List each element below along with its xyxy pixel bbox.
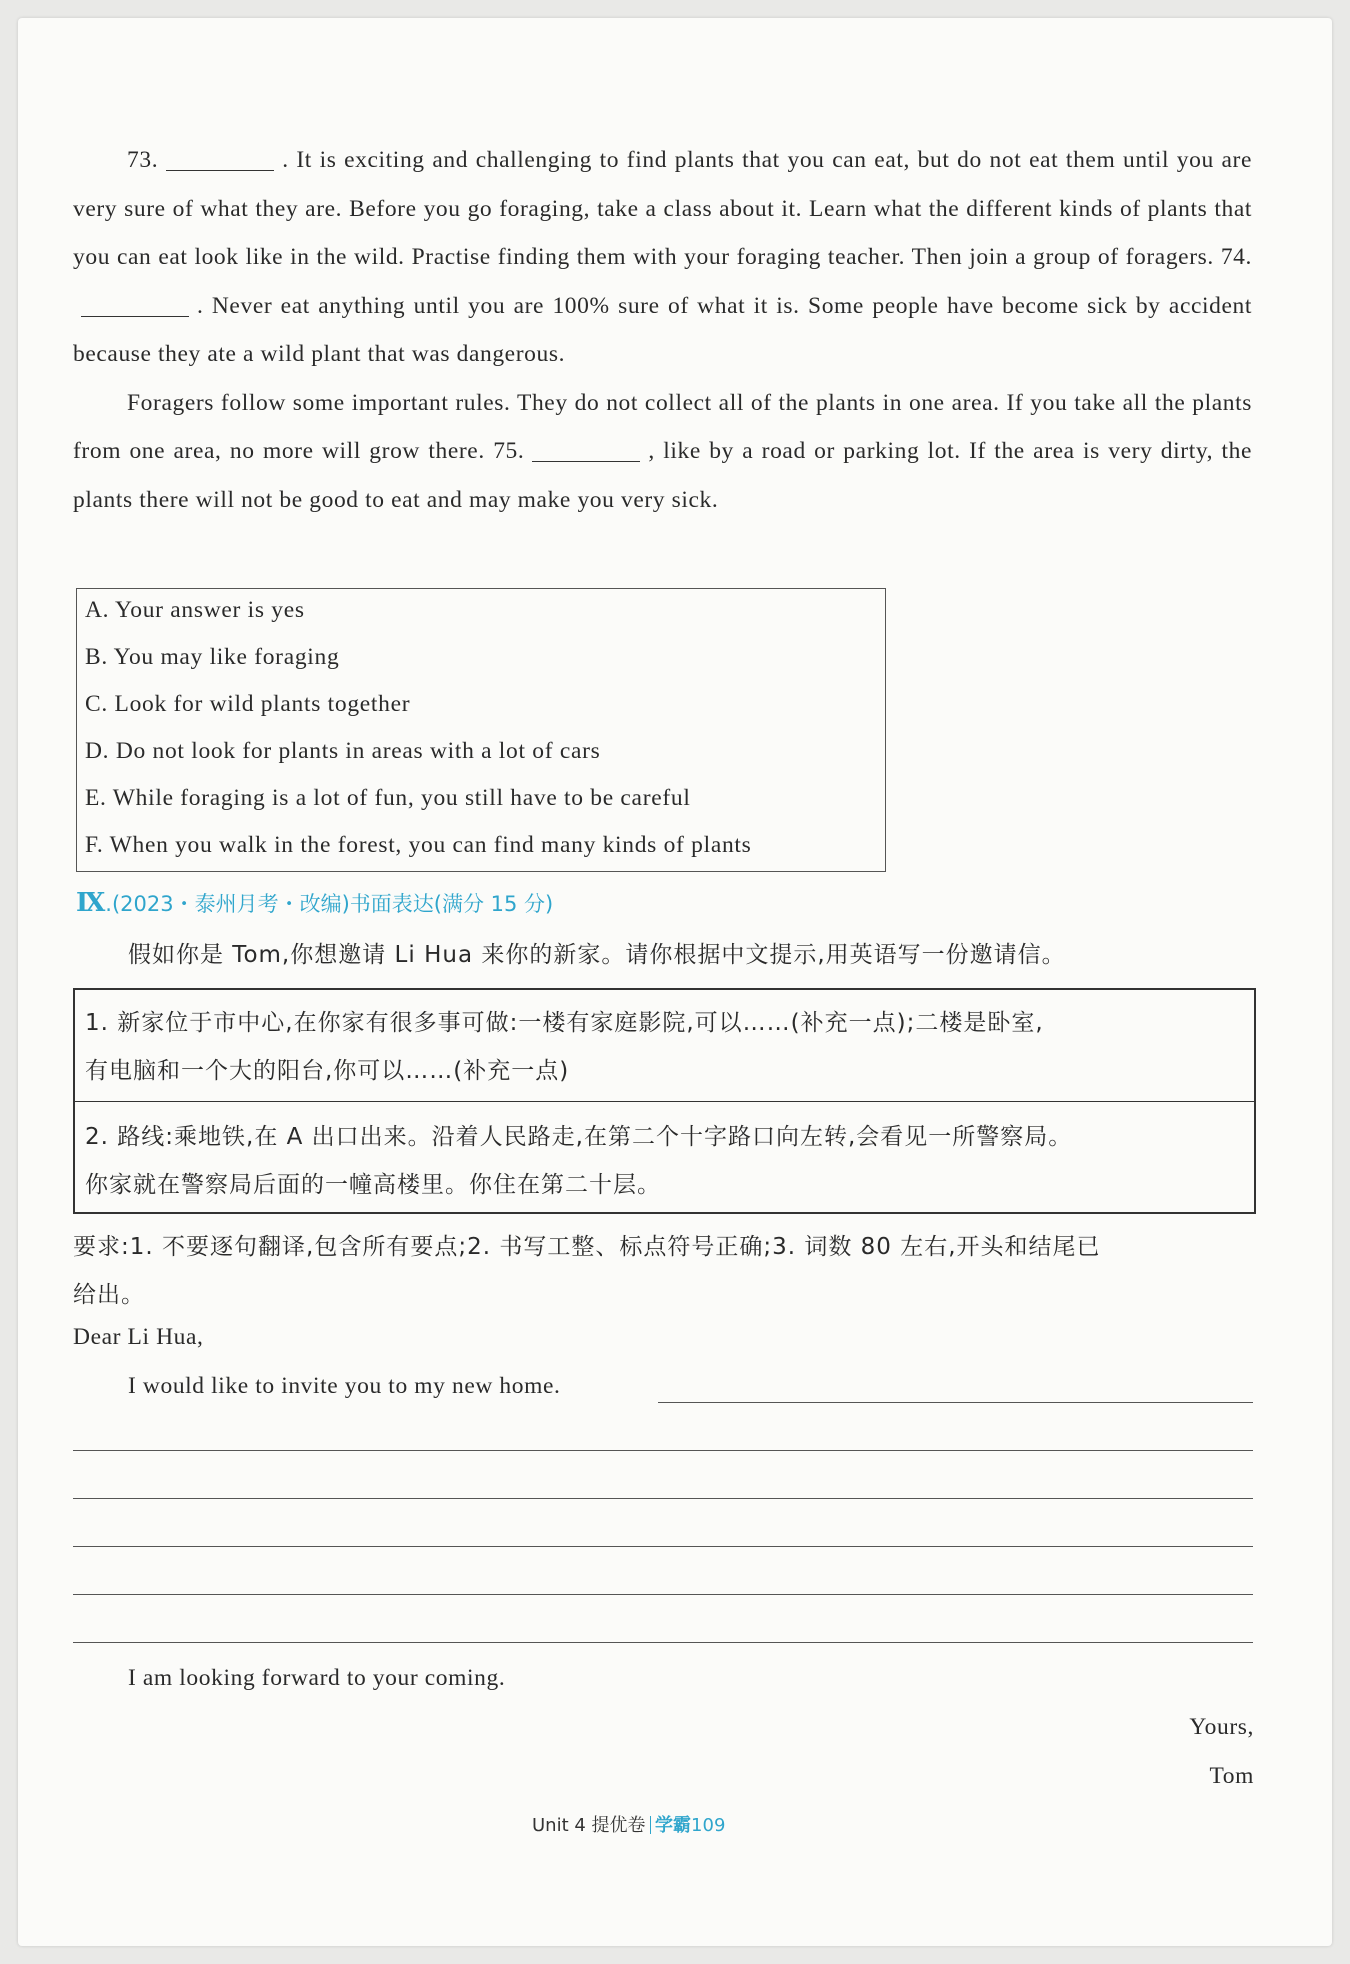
question-75-number: 75. <box>493 438 525 464</box>
answer-blank-74[interactable] <box>81 290 189 317</box>
option-d: D. Do not look for plants in areas with a lot of cars <box>85 738 601 764</box>
answer-blank-73[interactable] <box>166 144 274 171</box>
options-box <box>76 588 886 872</box>
letter-greeting: Dear Li Hua, <box>73 1324 204 1350</box>
letter-closing: I am looking forward to your coming. <box>128 1665 506 1691</box>
option-e: E. While foraging is a lot of fun, you still have to be careful <box>85 785 691 811</box>
reading-passage <box>73 136 1252 524</box>
letter-signature: Tom <box>1209 1763 1254 1789</box>
writing-prompt: 假如你是 Tom,你想邀请 Li Hua 来你的新家。请你根据中文提示,用英语写一份邀请信。 <box>128 942 1066 968</box>
writing-line-4[interactable] <box>73 1546 1253 1547</box>
question-73-number: 73. <box>127 147 159 173</box>
section-title: .(2023・泰州月考・改编)书面表达(满分 15 分) <box>105 892 554 916</box>
writing-line-3[interactable] <box>73 1498 1253 1499</box>
tip-1-line-2: 有电脑和一个大的阳台,你可以……(补充一点) <box>85 1058 570 1084</box>
letter-signoff: Yours, <box>1189 1714 1254 1740</box>
page-number: 109 <box>691 1815 726 1836</box>
option-c: C. Look for wild plants together <box>85 691 411 717</box>
tips-box <box>73 988 1256 1214</box>
tip-2-line-1: 2. 路线:乘地铁,在 A 出口出来。沿着人民路走,在第二个十字路口向左转,会看见一所警察局。 <box>85 1124 1073 1150</box>
option-a: A. Your answer is yes <box>85 597 305 623</box>
option-f: F. When you walk in the forest, you can find many kinds of plants <box>85 832 752 858</box>
writing-line-2[interactable] <box>73 1450 1253 1451</box>
writing-line-1[interactable] <box>658 1402 1253 1403</box>
writing-line-5[interactable] <box>73 1594 1253 1595</box>
option-b: B. You may like foraging <box>85 644 340 670</box>
passage-paragraph-1: 73. . It is exciting and challenging to find plants that you can eat, but do not eat them until you are very sure of what they are. Before you go foraging, take a class about it. Learn what the different kinds of plants that you can eat look like in the wild. Practise finding them with your foraging teacher. Then join a group of foragers. 74.. Never eat anything until you are 100% sure of what it is. Some people have become sick by accident because they ate a wild plant that was dangerous. <box>73 136 1252 379</box>
worksheet-page <box>18 18 1332 1946</box>
writing-section-heading <box>76 888 553 918</box>
writing-line-6[interactable] <box>73 1642 1253 1643</box>
letter-opening: I would like to invite you to my new home. <box>128 1373 561 1399</box>
footer-brand: 学霸 <box>655 1815 692 1836</box>
section-number: Ⅸ <box>76 888 106 918</box>
tip-1-line-1: 1. 新家位于市中心,在你家有很多事可做:一楼有家庭影院,可以……(补充一点);二楼是卧室, <box>85 1010 1044 1036</box>
page-footer <box>532 1811 725 1837</box>
answer-blank-75[interactable] <box>532 435 640 462</box>
tip-2-line-2: 你家就在警察局后面的一幢高楼里。你住在第二十层。 <box>85 1172 661 1198</box>
requirements-line-2: 给出。 <box>73 1282 145 1308</box>
tips-divider <box>75 1101 1254 1102</box>
footer-separator <box>650 1816 652 1834</box>
question-74-number: 74. <box>1220 244 1252 270</box>
passage-paragraph-2: Foragers follow some important rules. They do not collect all of the plants in one area. If you take all the plants from one area, no more will grow there. 75. , like by a road or parking lot. If the area is very dirty, the plants there will not be good to eat and may make you very sick. <box>73 389 1253 513</box>
requirements-line-1: 要求:1. 不要逐句翻译,包含所有要点;2. 书写工整、标点符号正确;3. 词数 80 左右,开头和结尾已 <box>73 1234 1101 1260</box>
footer-unit: Unit 4 提优卷 <box>532 1815 646 1836</box>
